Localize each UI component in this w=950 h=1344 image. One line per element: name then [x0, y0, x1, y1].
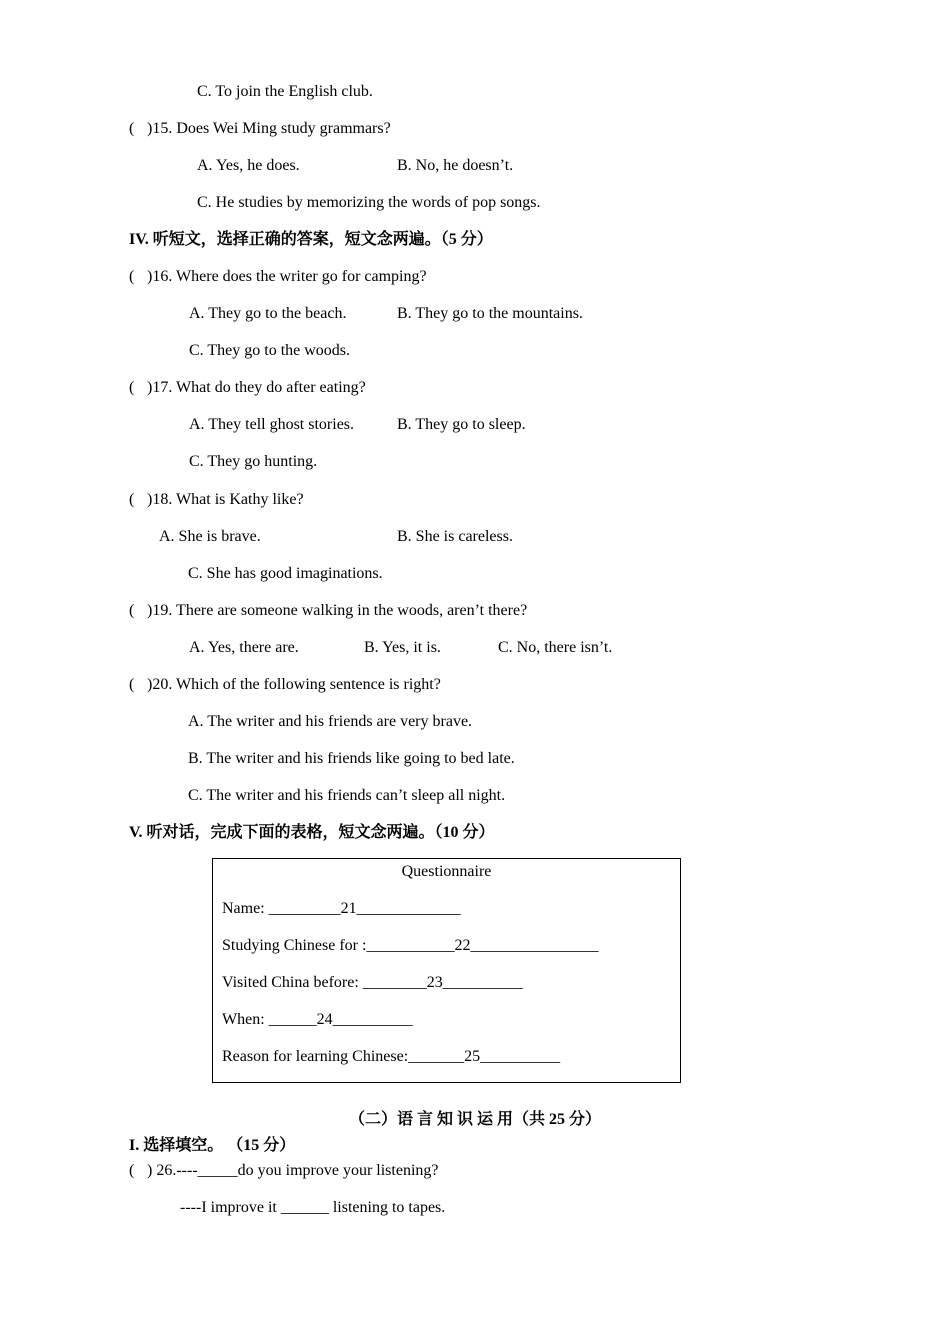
q17-option-c: C. They go hunting. — [189, 453, 318, 470]
q19-option-c: C. No, there isn’t. — [498, 639, 613, 656]
questionnaire-title: Questionnaire — [401, 863, 492, 880]
q19-question: )19. There are someone walking in the woods, aren’t there? — [147, 602, 528, 619]
q18-option-b: B. She is careless. — [397, 528, 513, 545]
q17-paren: ( — [129, 379, 135, 396]
q15-paren: ( — [129, 120, 135, 137]
questionnaire-row-when: When: ______24__________ — [222, 1011, 413, 1028]
q20-option-c: C. The writer and his friends can’t sleep all night. — [188, 787, 506, 804]
q19-paren: ( — [129, 602, 135, 619]
q26-answer-line: ----I improve it ______ listening to tapes. — [180, 1199, 446, 1216]
q18-option-a: A. She is brave. — [159, 528, 261, 545]
questionnaire-row-studying: Studying Chinese for :___________22________________ — [222, 937, 599, 954]
q20-option-a: A. The writer and his friends are very brave. — [188, 713, 473, 730]
q17-option-a: A. They tell ghost stories. — [189, 416, 355, 433]
q19-option-a: A. Yes, there are. — [189, 639, 299, 656]
q18-option-c: C. She has good imaginations. — [188, 565, 383, 582]
q15-question: )15. Does Wei Ming study grammars? — [147, 120, 391, 137]
q20-paren: ( — [129, 676, 135, 693]
q16-option-a: A. They go to the beach. — [189, 305, 347, 322]
part2-section1-heading: I. 选择填空。 （15 分） — [129, 1137, 296, 1154]
questionnaire-row-name: Name: _________21_____________ — [222, 900, 461, 917]
q18-paren: ( — [129, 491, 135, 508]
q16-option-b: B. They go to the mountains. — [397, 305, 583, 322]
section4-heading: IV. 听短文，选择正确的答案，短文念两遍。（5 分） — [129, 231, 493, 248]
q14-option-c: C. To join the English club. — [197, 83, 373, 100]
part2-heading: （二）语 言 知 识 运 用（共 25 分） — [348, 1111, 601, 1128]
q16-paren: ( — [129, 268, 135, 285]
section5-heading: V. 听对话，完成下面的表格，短文念两遍。（10 分） — [129, 824, 495, 841]
q15-option-b: B. No, he doesn’t. — [397, 157, 514, 174]
q18-question: )18. What is Kathy like? — [147, 491, 304, 508]
questionnaire-row-reason: Reason for learning Chinese:_______25__________ — [222, 1048, 561, 1065]
q19-option-b: B. Yes, it is. — [364, 639, 441, 656]
q16-question: )16. Where does the writer go for camping? — [147, 268, 427, 285]
questionnaire-row-visited: Visited China before: ________23__________ — [222, 974, 523, 991]
q26-question: ) 26.----_____do you improve your listening? — [147, 1162, 439, 1179]
q15-option-c: C. He studies by memorizing the words of pop songs. — [197, 194, 541, 211]
q15-option-a: A. Yes, he does. — [197, 157, 300, 174]
q16-option-c: C. They go to the woods. — [189, 342, 351, 359]
q20-question: )20. Which of the following sentence is right? — [147, 676, 441, 693]
q17-option-b: B. They go to sleep. — [397, 416, 526, 433]
q26-paren: ( — [129, 1162, 135, 1179]
q17-question: )17. What do they do after eating? — [147, 379, 366, 396]
questionnaire-table — [212, 858, 681, 1083]
q20-option-b: B. The writer and his friends like going to bed late. — [188, 750, 515, 767]
